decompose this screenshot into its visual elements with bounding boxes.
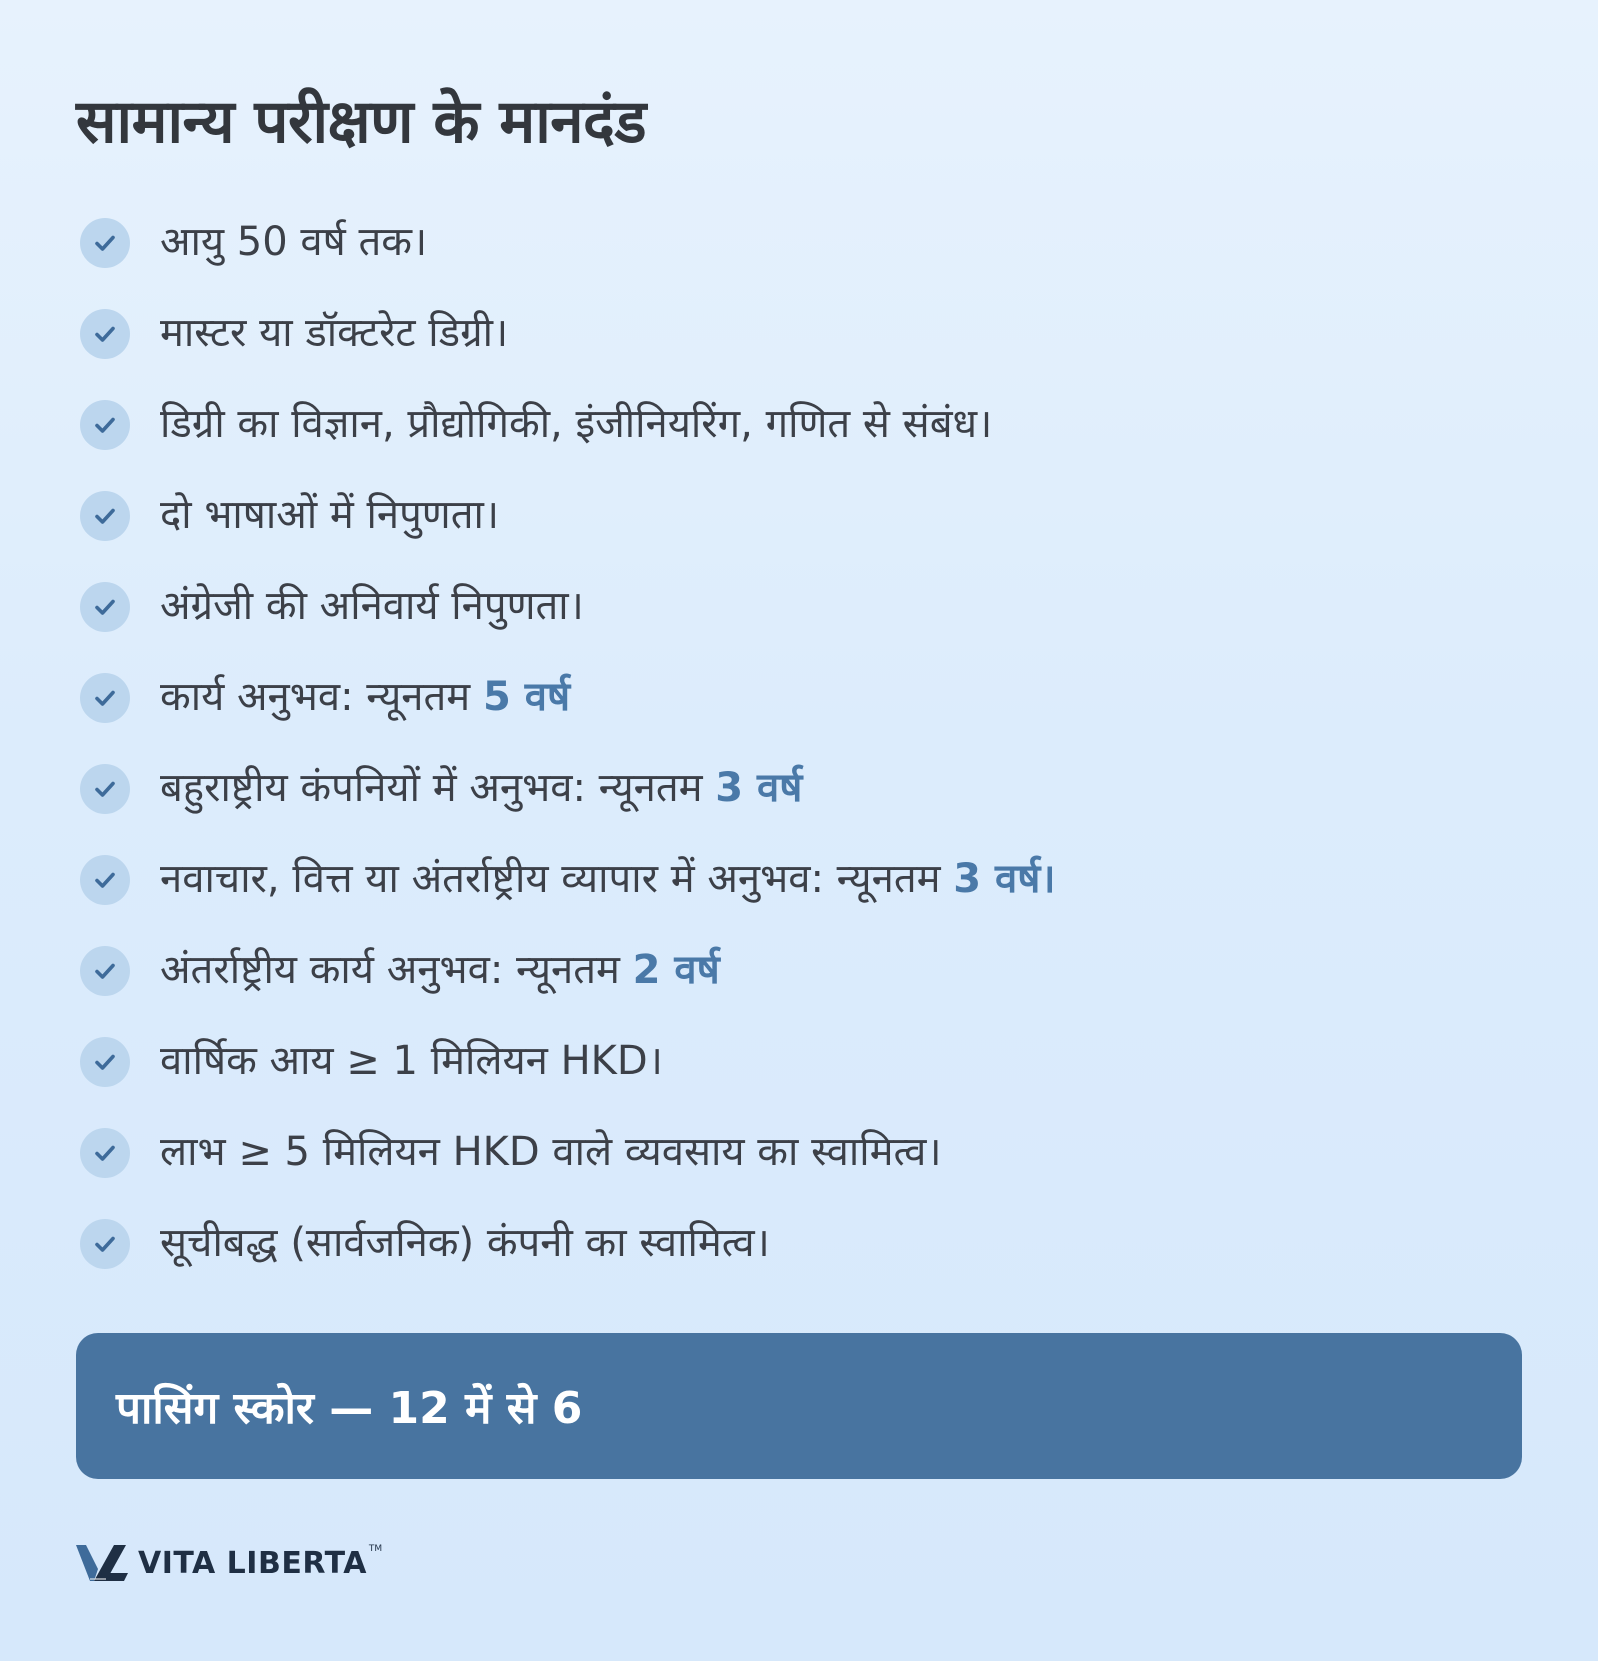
- criterion-item: [80, 758, 1056, 849]
- criterion-item: [80, 303, 1056, 394]
- check-circle-icon: [80, 582, 130, 632]
- check-circle-icon: [80, 491, 130, 541]
- check-circle-icon: [80, 218, 130, 268]
- passing-score-banner: [76, 1333, 1522, 1479]
- criterion-item: [80, 667, 1056, 758]
- criterion-item: [80, 1031, 1056, 1122]
- criterion-label: अंग्रेजी की अनिवार्य निपुणता।: [160, 583, 584, 629]
- check-circle-icon: [80, 673, 130, 723]
- criterion-text: [160, 1031, 663, 1091]
- criterion-item: [80, 485, 1056, 576]
- check-circle-icon: [80, 946, 130, 996]
- criterion-text: [160, 1213, 770, 1273]
- criterion-highlight: 3 वर्ष: [715, 765, 803, 811]
- criterion-text: [160, 667, 570, 727]
- criterion-highlight: 2 वर्ष: [632, 947, 720, 993]
- check-circle-icon: [80, 400, 130, 450]
- criterion-label: आयु 50 वर्ष तक।: [160, 219, 428, 265]
- criterion-label: अंतर्राष्ट्रीय कार्य अनुभव: न्यूनतम: [160, 947, 633, 993]
- criterion-text: [160, 485, 499, 545]
- criterion-text: [160, 940, 720, 1000]
- criterion-item: [80, 1122, 1056, 1213]
- brand-name: VITA LIBERTA: [138, 1545, 367, 1581]
- page-title: सामान्य परीक्षण के मानदंड: [76, 87, 647, 157]
- criterion-label: सूचीबद्ध (सार्वजनिक) कंपनी का स्वामित्व।: [160, 1220, 770, 1266]
- criterion-label: कार्य अनुभव: न्यूनतम: [160, 674, 483, 720]
- criterion-text: [160, 212, 427, 272]
- check-circle-icon: [80, 855, 130, 905]
- criterion-label: वार्षिक आय ≥ 1 मिलियन HKD।: [160, 1038, 663, 1084]
- criterion-label: बहुराष्ट्रीय कंपनियों में अनुभव: न्यूनतम: [160, 765, 716, 811]
- criterion-highlight: 3 वर्ष।: [953, 856, 1056, 902]
- check-circle-icon: [80, 764, 130, 814]
- criterion-label: दो भाषाओं में निपुणता।: [160, 492, 500, 538]
- criterion-item: [80, 1213, 1056, 1304]
- check-circle-icon: [80, 1219, 130, 1269]
- vita-liberta-logo-icon: [76, 1543, 128, 1583]
- criterion-label: डिग्री का विज्ञान, प्रौद्योगिकी, इंजीनियरिंग, गणित से संबंध।: [160, 401, 993, 447]
- criterion-item: [80, 576, 1056, 667]
- criterion-text: [160, 303, 508, 363]
- criterion-item: [80, 394, 1056, 485]
- passing-score-text: पासिंग स्कोर — 12 में से 6: [116, 1383, 583, 1434]
- trademark-mark: TM: [368, 1544, 383, 1554]
- criterion-label: मास्टर या डॉक्टरेट डिग्री।: [160, 310, 509, 356]
- check-circle-icon: [80, 309, 130, 359]
- criterion-item: [80, 940, 1056, 1031]
- criteria-list: [80, 212, 1056, 1304]
- check-circle-icon: [80, 1128, 130, 1178]
- brand: [76, 1543, 382, 1583]
- criterion-label: नवाचार, वित्त या अंतर्राष्ट्रीय व्यापार में अनुभव: न्यूनतम: [160, 856, 954, 902]
- criterion-text: [160, 849, 1056, 909]
- criterion-text: [160, 394, 992, 454]
- criterion-label: लाभ ≥ 5 मिलियन HKD वाले व्यवसाय का स्वामित्व।: [160, 1129, 942, 1175]
- check-circle-icon: [80, 1037, 130, 1087]
- criterion-item: [80, 212, 1056, 303]
- criterion-text: [160, 576, 584, 636]
- criterion-text: [160, 758, 802, 818]
- criterion-item: [80, 849, 1056, 940]
- criterion-text: [160, 1122, 942, 1182]
- criterion-highlight: 5 वर्ष: [482, 674, 571, 720]
